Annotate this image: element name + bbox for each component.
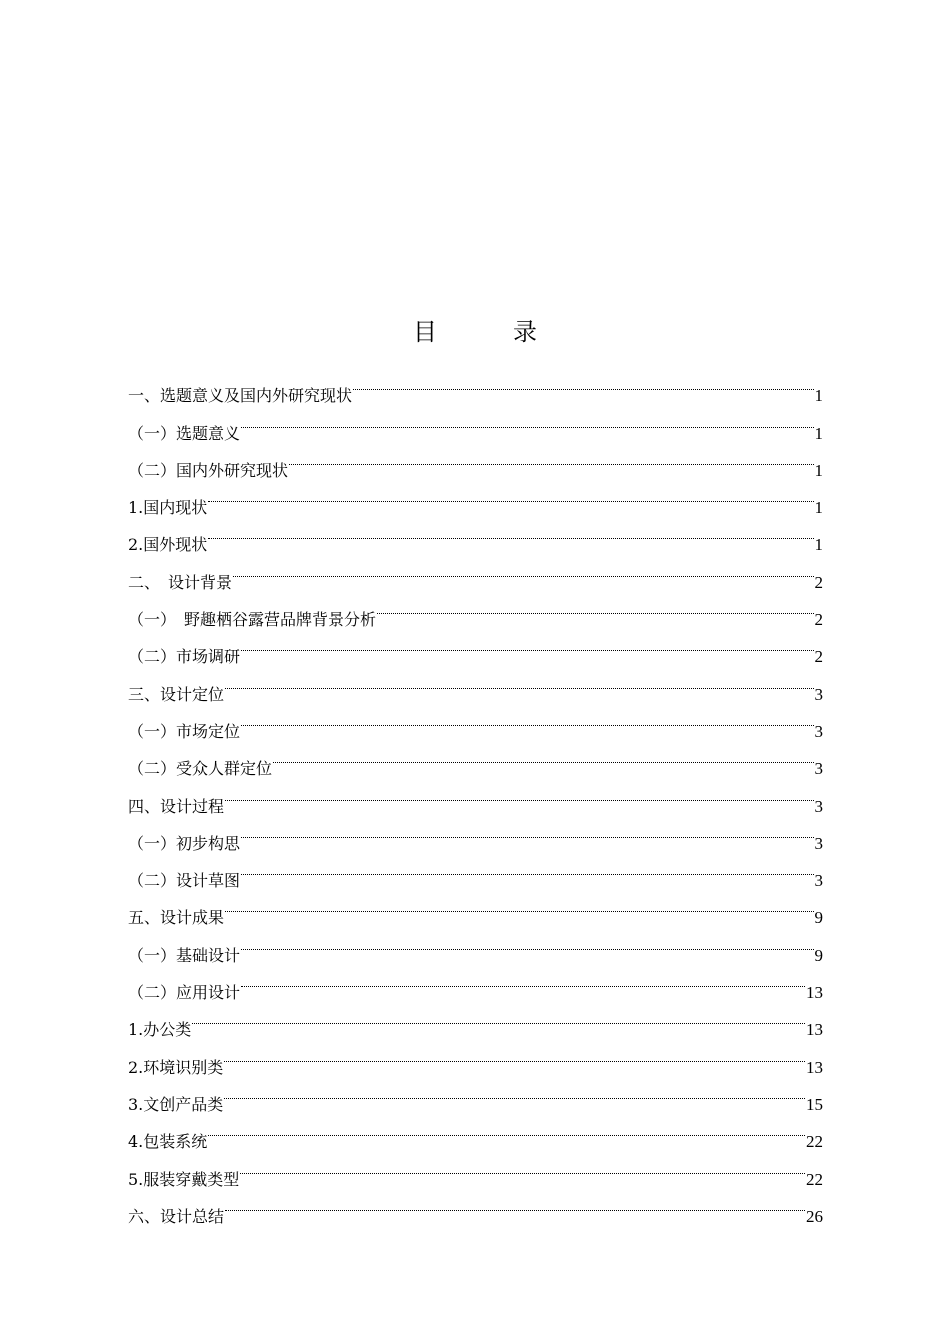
toc-title: 目 录 (413, 318, 563, 346)
toc-entry-page-number: 1 (814, 498, 823, 518)
toc-entry[interactable] (128, 1110, 823, 1152)
toc-entry-page-number: 2 (814, 572, 823, 592)
toc-dot-leader (208, 513, 813, 550)
toc-list (128, 364, 823, 1226)
toc-dot-leader (208, 476, 813, 513)
toc-dot-leader (241, 849, 813, 886)
toc-entry[interactable] (128, 1035, 823, 1077)
toc-entry-page-number: 1 (814, 460, 823, 480)
toc-entry-page-number: 3 (814, 721, 823, 741)
toc-entry-label: （一） 野趣栖谷露营品牌背景分析 (128, 610, 377, 630)
toc-entry-page-number: 9 (814, 908, 823, 928)
toc-entry-page-number: 2 (814, 647, 823, 667)
toc-entry-page-number: 3 (814, 796, 823, 816)
toc-entry-label: （二）市场调研 (128, 647, 241, 667)
toc-entry-label: 4.包装系统 (128, 1132, 208, 1152)
toc-entry-page-number: 26 (806, 1206, 823, 1226)
toc-dot-leader (377, 588, 813, 625)
toc-entry-page-number: 3 (814, 871, 823, 891)
toc-entry-label: 六、设计总结 (128, 1206, 225, 1226)
toc-dot-leader (225, 886, 813, 923)
toc-entry-label: （二）受众人群定位 (128, 759, 273, 779)
toc-entry-label: （一）市场定位 (128, 721, 241, 741)
toc-entry-label: 四、设计过程 (128, 796, 225, 816)
toc-entry[interactable] (128, 1147, 823, 1189)
toc-entry-page-number: 15 (806, 1094, 823, 1114)
toc-entry-page-number: 3 (814, 684, 823, 704)
toc-entry-page-number: 1 (814, 535, 823, 555)
toc-dot-leader (225, 662, 813, 699)
toc-entry-label: （二）国内外研究现状 (128, 460, 289, 480)
toc-entry[interactable] (128, 774, 823, 816)
toc-entry-page-number: 13 (806, 983, 823, 1003)
toc-entry-page-number: 1 (814, 386, 823, 406)
toc-dot-leader (241, 923, 813, 960)
toc-entry-page-number: 13 (806, 1057, 823, 1077)
toc-entry-label: （一）初步构思 (128, 833, 241, 853)
toc-dot-leader (208, 1110, 805, 1147)
toc-entry[interactable] (128, 886, 823, 928)
toc-dot-leader (241, 812, 813, 849)
toc-entry-label: 2.国外现状 (128, 535, 208, 555)
toc-dot-leader (192, 998, 805, 1035)
toc-entry[interactable] (128, 998, 823, 1040)
toc-entry-label: 二、 设计背景 (128, 572, 233, 592)
toc-entry[interactable] (128, 1073, 823, 1114)
toc-entry-page-number: 13 (806, 1020, 823, 1040)
toc-entry-label: 一、选题意义及国内外研究现状 (128, 386, 353, 406)
toc-dot-leader (233, 550, 813, 587)
toc-entry-label: 1.国内现状 (128, 498, 208, 518)
toc-dot-leader (241, 625, 813, 662)
toc-entry-label: 5.服装穿戴类型 (128, 1169, 240, 1189)
toc-entry-label: 3.文创产品类 (128, 1094, 224, 1114)
toc-dot-leader (241, 700, 813, 737)
toc-entry-label: 1.办公类 (128, 1020, 192, 1040)
toc-entry-label: 2.环境识别类 (128, 1057, 224, 1077)
toc-dot-leader (224, 1073, 805, 1110)
toc-entry[interactable] (128, 700, 823, 741)
toc-entry[interactable] (128, 513, 823, 555)
toc-dot-leader (225, 774, 813, 811)
toc-entry-page-number: 2 (814, 610, 823, 630)
toc-dot-leader (289, 439, 813, 476)
toc-entry[interactable] (128, 923, 823, 965)
toc-entry-page-number: 9 (814, 945, 823, 965)
toc-dot-leader (273, 737, 813, 774)
toc-entry[interactable] (128, 1185, 823, 1226)
toc-entry[interactable] (128, 550, 823, 592)
toc-entry[interactable] (128, 588, 823, 630)
toc-entry-label: （一）基础设计 (128, 945, 241, 965)
toc-dot-leader (353, 364, 813, 401)
toc-entry-label: （二）设计草图 (128, 871, 241, 891)
toc-entry[interactable] (128, 812, 823, 853)
toc-dot-leader (240, 1147, 805, 1184)
toc-entry-page-number: 3 (814, 759, 823, 779)
toc-entry-label: 三、设计定位 (128, 684, 225, 704)
toc-entry-page-number: 22 (806, 1132, 823, 1152)
toc-entry[interactable] (128, 364, 823, 406)
toc-entry-label: （一）选题意义 (128, 423, 241, 443)
toc-entry[interactable] (128, 662, 823, 704)
toc-entry-label: 五、设计成果 (128, 908, 225, 928)
toc-entry-page-number: 3 (814, 833, 823, 853)
toc-dot-leader (225, 1185, 805, 1222)
toc-dot-leader (241, 961, 805, 998)
toc-entry-page-number: 1 (814, 423, 823, 443)
toc-entry[interactable] (128, 476, 823, 518)
toc-entry-page-number: 22 (806, 1169, 823, 1189)
toc-dot-leader (224, 1035, 805, 1072)
toc-entry-label: （二）应用设计 (128, 983, 241, 1003)
toc-dot-leader (241, 401, 813, 438)
